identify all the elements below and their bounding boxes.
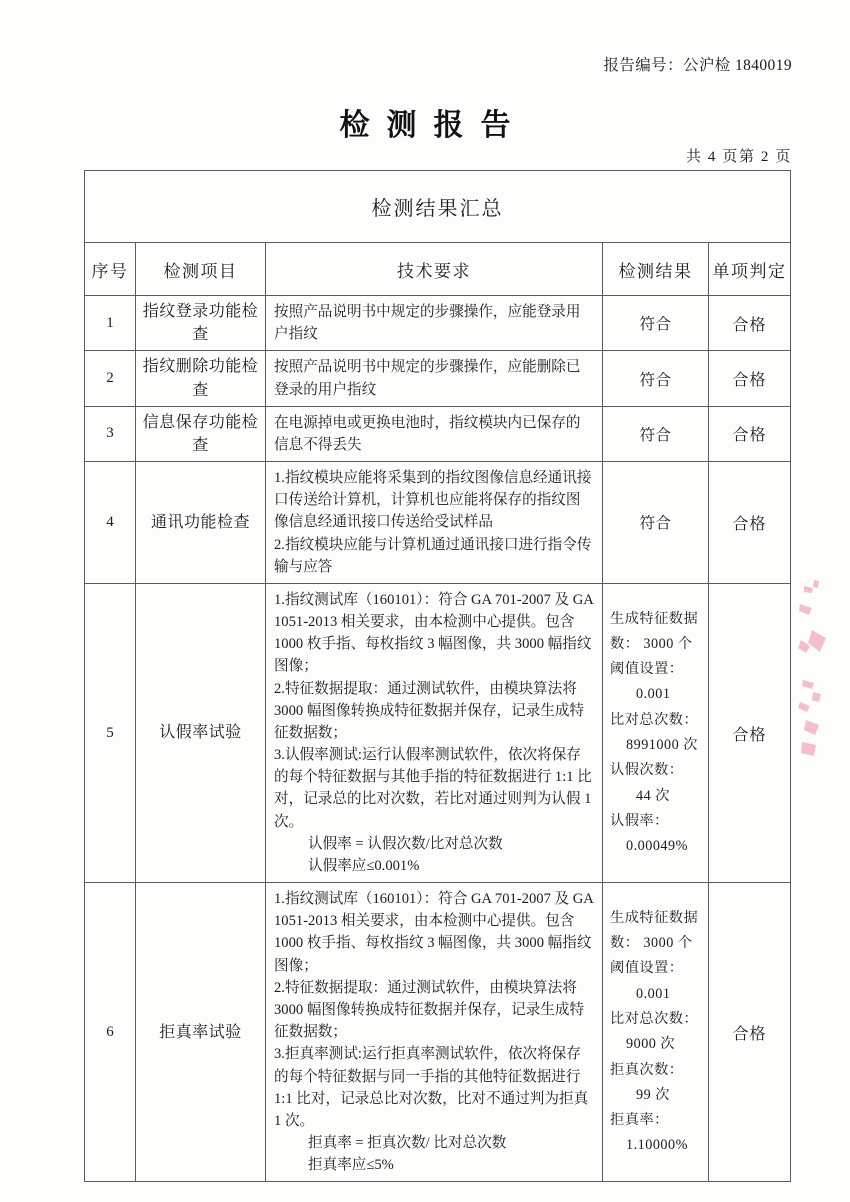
row-requirement: 按照产品说明书中规定的步骤操作，应能登录用户指纹: [266, 296, 603, 351]
row-result: 符合: [603, 296, 709, 351]
row-requirement: [266, 883, 603, 1182]
requirement-line: 3.拒真率测试:运行拒真率测试软件，依次将保存的每个特征数据与同一手指的其他特征数据进行 1:1 比对，记录总比对次数，比对不通过判为拒真 1 次。: [274, 1046, 589, 1129]
table-row: [85, 462, 791, 584]
column-header-judge: 单项判定: [709, 243, 791, 296]
row-result: 符合: [603, 351, 709, 406]
table-header-row: [85, 243, 791, 296]
row-item: 指纹登录功能检查: [136, 296, 266, 351]
result-line: 0.001: [636, 686, 671, 703]
red-seal-stamp-icon: [798, 570, 844, 760]
result-line: 0.00049%: [626, 838, 688, 855]
result-line: 认假率：: [610, 812, 669, 829]
document-title: 检测报告: [339, 109, 528, 142]
result-line: 比对总次数：: [610, 711, 699, 728]
result-line: 9000 次: [626, 1036, 676, 1053]
row-result: [603, 883, 709, 1182]
row-requirement: 在电源掉电或更换电池时，指纹模块内已保存的信息不得丢失: [266, 406, 603, 461]
row-result: 符合: [603, 462, 709, 584]
requirement-line: 2.指纹模块应能与计算机通过通讯接口进行指令传输与应答: [274, 536, 592, 575]
row-no: 2: [85, 351, 136, 406]
requirement-line: 2.特征数据提取：通过测试软件，由模块算法将 3000 幅图像转换成特征数据并保存，记录生成特征数据数；: [274, 979, 585, 1041]
row-item: 信息保存功能检查: [136, 406, 266, 461]
requirement-line: 1.指纹测试库（160101）：符合 GA 701-2007 及 GA 1051-2013 相关要求，由本检测中心提供。包含 1000 枚手指、每枚指纹 3 幅图像，共 3000 幅指纹图像；: [274, 891, 594, 974]
requirement-line: 2.特征数据提取：通过测试软件，由模块算法将 3000 幅图像转换成特征数据并保存，记录生成特征数据数；: [274, 680, 585, 741]
result-line: 数： 3000 个: [610, 635, 693, 652]
result-line: 拒真率：: [610, 1112, 669, 1129]
table-caption-row: [85, 171, 791, 243]
column-header-req: 技术要求: [266, 243, 603, 296]
table-row: [85, 583, 791, 882]
row-no: 5: [85, 583, 136, 882]
requirement-line: 3.认假率测试:运行认假率测试软件，依次将保存的每个特征数据与其他手指的特征数据进行 1:1 比对，记录总的比对次数，若比对通过则判为认假 1 次。: [274, 747, 592, 830]
table-row: [85, 351, 791, 406]
table-row: [85, 883, 791, 1182]
result-line: 阈值设置：: [610, 661, 684, 678]
result-line: 1.10000%: [626, 1137, 688, 1154]
requirement-formula: 拒真率 = 拒真次数/ 比对总次数: [308, 1135, 507, 1152]
result-line: 阈值设置：: [610, 960, 684, 977]
row-no: 4: [85, 462, 136, 584]
row-no: 1: [85, 296, 136, 351]
column-header-item: 检测项目: [136, 243, 266, 296]
row-requirement: [266, 462, 603, 584]
result-line: 生成特征数据: [610, 610, 699, 627]
report-number: 报告编号：公沪检 1840019: [603, 57, 792, 74]
row-judgement: 合格: [709, 296, 791, 351]
result-line: 生成特征数据: [610, 909, 699, 926]
requirement-formula: 认假率 = 认假次数/比对总次数: [308, 835, 503, 852]
result-line: 拒真次数：: [610, 1061, 684, 1078]
row-judgement: 合格: [709, 462, 791, 584]
row-item: 拒真率试验: [136, 883, 266, 1182]
table-row: [85, 406, 791, 461]
row-requirement: [266, 583, 603, 882]
result-line: 比对总次数：: [610, 1010, 699, 1027]
requirement-limit: 认假率应≤0.001%: [308, 857, 420, 874]
column-header-result: 检测结果: [603, 243, 709, 296]
table-row: [85, 296, 791, 351]
row-item: 指纹删除功能检查: [136, 351, 266, 406]
requirement-limit: 拒真率应≤5%: [308, 1157, 394, 1174]
column-header-no: 序号: [85, 243, 136, 296]
row-result: 符合: [603, 406, 709, 461]
table-caption: 检测结果汇总: [85, 171, 791, 243]
page-count-label: 共 4 页第 2 页: [685, 149, 792, 165]
row-item: 通讯功能检查: [136, 462, 266, 584]
row-no: 6: [85, 883, 136, 1182]
requirement-line: 1.指纹模块应能将采集到的指纹图像信息经通讯接口传送给计算机，计算机也应能将保存的指纹图像信息经通讯接口传送给受试样品: [274, 470, 592, 531]
result-line: 8991000 次: [626, 737, 698, 753]
row-judgement: 合格: [709, 583, 791, 882]
row-result: [603, 583, 709, 882]
row-requirement: 按照产品说明书中规定的步骤操作，应能删除已登录的用户指纹: [266, 351, 603, 406]
result-line: 0.001: [636, 985, 671, 1002]
row-no: 3: [85, 406, 136, 461]
result-line: 认假次数：: [610, 762, 684, 779]
row-item: 认假率试验: [136, 583, 266, 882]
result-line: 99 次: [636, 1086, 670, 1103]
result-line: 数： 3000 个: [610, 935, 693, 952]
result-line: 44 次: [636, 787, 670, 804]
row-judgement: 合格: [709, 351, 791, 406]
test-results-table: [84, 170, 791, 1182]
row-judgement: 合格: [709, 883, 791, 1182]
requirement-line: 1.指纹测试库（160101）：符合 GA 701-2007 及 GA 1051-2013 相关要求，由本检测中心提供。包含 1000 枚手指、每枚指纹 3 幅图像，共 3000 幅指纹图像；: [274, 591, 594, 675]
row-judgement: 合格: [709, 406, 791, 461]
